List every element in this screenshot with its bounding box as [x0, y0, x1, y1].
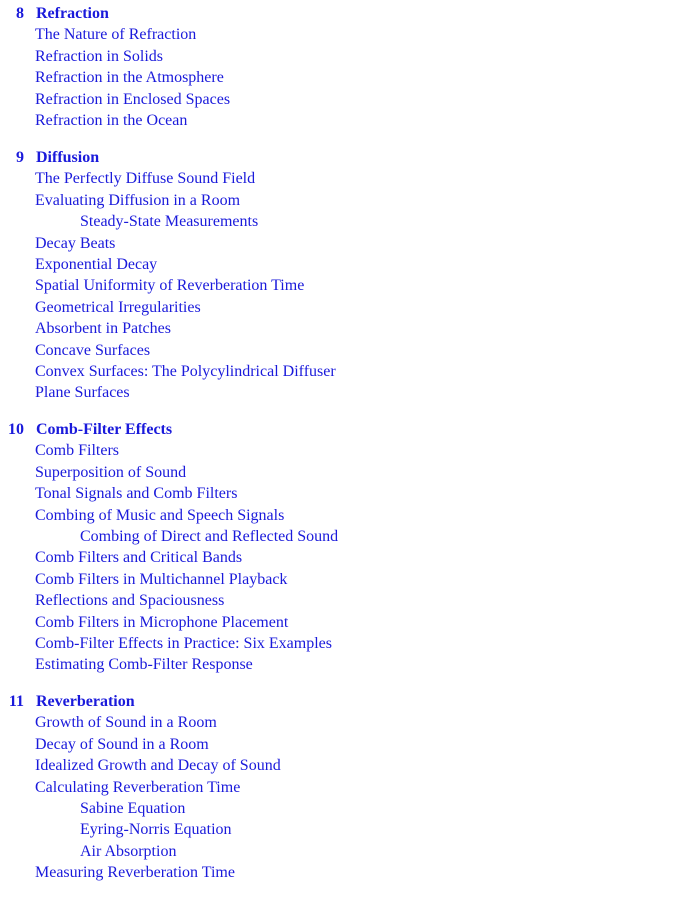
toc-section-link[interactable]: Comb Filters in Multichannel Playback — [35, 570, 288, 588]
toc-section-link[interactable]: Decay Beats — [35, 234, 116, 252]
toc-section-link[interactable]: Superposition of Sound — [35, 463, 187, 481]
toc-section-link[interactable]: The Perfectly Diffuse Sound Field — [35, 170, 256, 188]
toc-section-link[interactable]: Refraction in the Ocean — [35, 112, 188, 129]
toc-section-link[interactable]: Refraction in Enclosed Spaces — [35, 90, 231, 108]
chapter-title-link[interactable]: Comb-Filter Effects — [36, 421, 173, 438]
toc-section-link[interactable]: Concave Surfaces — [35, 341, 151, 359]
toc-section-link[interactable]: Convex Surfaces: The Polycylindrical Diffuser — [35, 363, 336, 380]
toc-section-link[interactable]: Absorbent in Patches — [35, 320, 171, 338]
toc-section-link[interactable]: Comb Filters in Microphone Placement — [35, 613, 289, 631]
toc-section-link[interactable]: Reflections and Spaciousness — [35, 592, 225, 610]
toc-section-link[interactable]: Evaluating Diffusion in a Room — [35, 191, 241, 209]
toc-section-link[interactable]: Measuring Reverberation Time — [35, 864, 235, 882]
toc-subsection-link[interactable]: Combing of Direct and Reflected Sound — [80, 528, 339, 545]
toc-section-link[interactable]: Refraction in Solids — [35, 47, 163, 65]
toc-section-link[interactable]: Tonal Signals and Comb Filters — [35, 485, 238, 503]
chapter-number: 11 — [8, 693, 24, 710]
toc-section-link[interactable]: Exponential Decay — [35, 256, 158, 273]
toc-section-link[interactable]: Calculating Reverberation Time — [35, 778, 241, 796]
toc-section-link[interactable]: Comb Filters and Critical Bands — [35, 549, 243, 567]
toc-section-link[interactable]: Spatial Uniformity of Reverberation Time — [35, 277, 305, 295]
toc-subsection-link[interactable]: Air Absorption — [80, 842, 177, 860]
toc-section-link[interactable]: The Nature of Refraction — [35, 26, 197, 44]
toc-section-link[interactable]: Combing of Music and Speech Signals — [35, 506, 285, 524]
toc-section-link[interactable]: Geometrical Irregularities — [35, 298, 201, 316]
toc-section-link[interactable]: Comb Filters — [35, 442, 120, 460]
chapter-number: 9 — [16, 149, 24, 166]
toc-section-link[interactable]: Plane Surfaces — [35, 384, 130, 402]
toc-section-link[interactable]: Estimating Comb-Filter Response — [35, 656, 253, 674]
toc-section-link[interactable]: Refraction in the Atmosphere — [35, 69, 224, 87]
chapter-title-link[interactable]: Diffusion — [36, 149, 100, 166]
toc-section-link[interactable]: Decay of Sound in a Room — [35, 735, 209, 753]
toc-section-link[interactable]: Comb-Filter Effects in Practice: Six Examples — [35, 635, 332, 652]
toc-section-link[interactable]: Idealized Growth and Decay of Sound — [35, 757, 281, 775]
toc-subsection-link[interactable]: Sabine Equation — [80, 800, 186, 817]
chapter-title-link[interactable]: Reverberation — [36, 693, 135, 710]
toc-subsection-link[interactable]: Eyring-Norris Equation — [80, 821, 232, 839]
toc-section-link[interactable]: Growth of Sound in a Room — [35, 714, 217, 732]
chapter-number: 8 — [16, 5, 24, 22]
chapter-title-link[interactable]: Refraction — [36, 5, 109, 22]
toc-subsection-link[interactable]: Steady-State Measurements — [80, 213, 259, 231]
chapter-number: 10 — [8, 421, 24, 438]
